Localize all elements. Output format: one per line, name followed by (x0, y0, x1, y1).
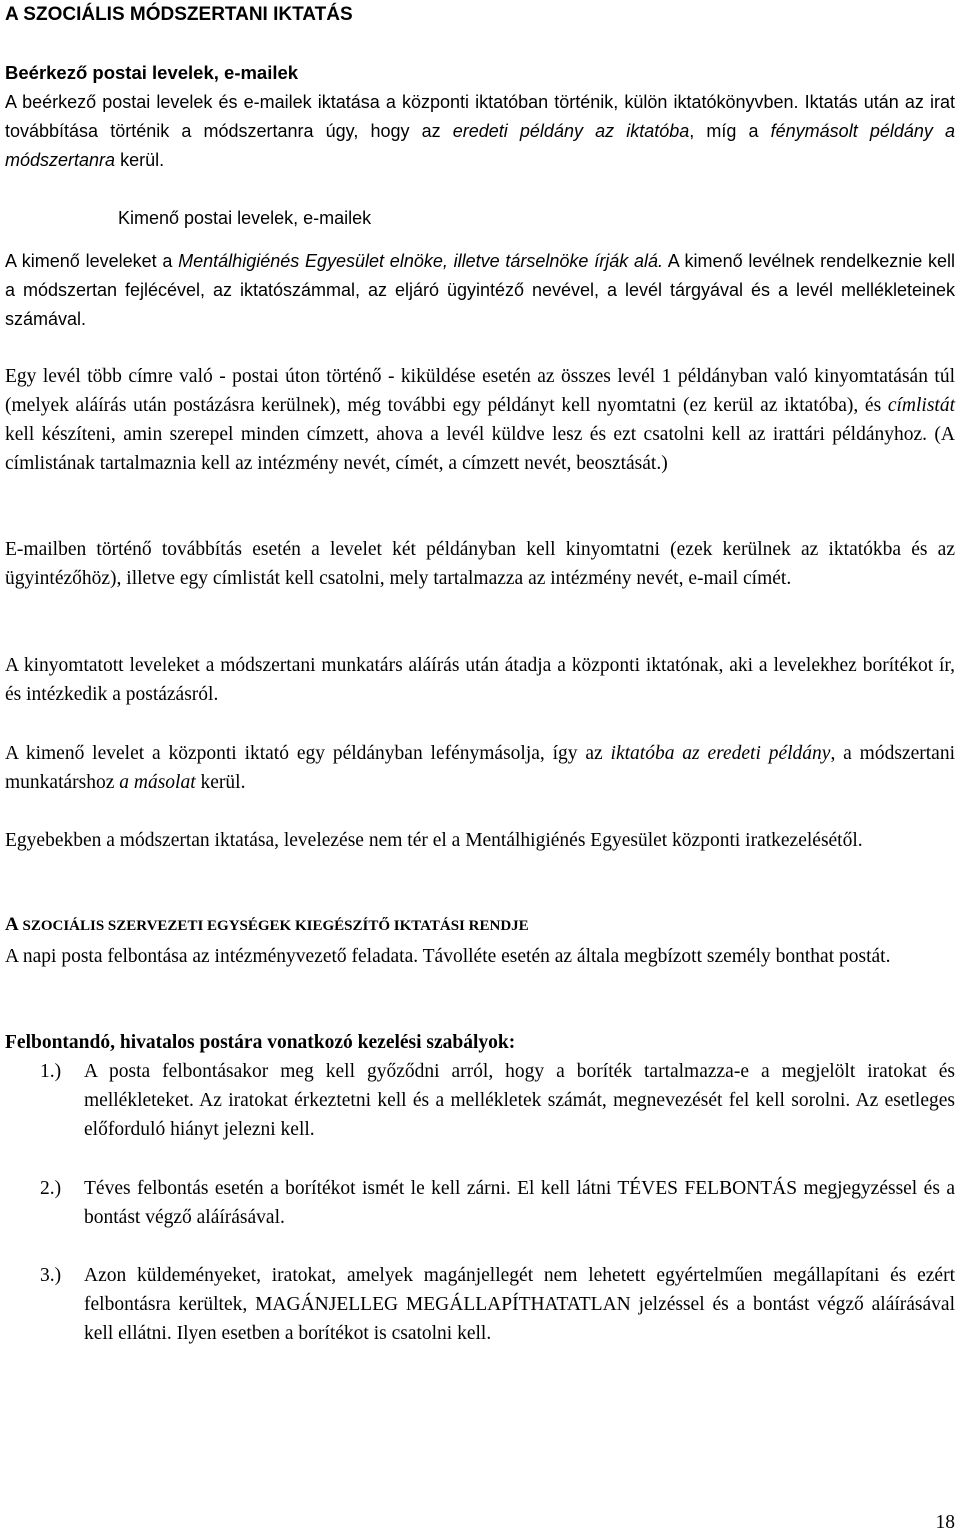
page-title: A SZOCIÁLIS MÓDSZERTANI IKTATÁS (5, 4, 353, 25)
incoming-paragraph (5, 88, 955, 175)
list-item-number: 1.) (40, 1061, 62, 1082)
outgoing-text-a: A kimenő leveleket a (5, 251, 179, 271)
p2-text-italic: címlistát (887, 395, 955, 416)
outgoing-heading: Kimenő postai levelek, e-mailek (118, 208, 372, 228)
paragraph-multiple-recipients (5, 362, 955, 478)
section-heading (5, 914, 529, 936)
section-intro-paragraph: A napi posta felbontása az intézményvezető feladata. Távolléte esetén az általa megbízott személy bonthat postát. (5, 946, 891, 967)
paragraph-otherwise: Egyebekben a módszertan iktatása, levelezése nem tér el a Mentálhigiénés Egyesület központi iratkezelésétől. (5, 830, 863, 851)
outgoing-paragraph (5, 247, 955, 334)
list-item-number: 2.) (40, 1178, 62, 1199)
list-item (40, 1174, 955, 1234)
p5-text-italic-1: iktatóba az eredeti példány (610, 743, 831, 764)
outgoing-text-italic: Mentálhigiénés Egyesület elnöke, illetve társelnöke írják alá. (178, 251, 664, 271)
incoming-text-b: , míg a (689, 121, 771, 141)
p5-text-b: , a módszertani munkatárshoz (5, 743, 955, 793)
p5-text-a: A kimenő levelet a központi iktató egy példányban lefénymásolja, így az (5, 743, 611, 764)
list-item-text: Azon küldeményeket, iratokat, amelyek magánjellegét nem lehetett egyértelműen megállapítani és ezért felbontásra kerültek, MAGÁNJELLEG MEGÁLLAPÍTHATATLAN jelzéssel és a bontást végző aláírásával kell ellátni. Ilyen esetben a borítékot is csatolni kell. (84, 1265, 955, 1344)
p5-text-italic-2: a másolat (119, 772, 196, 793)
page-number: 18 (935, 1512, 955, 1533)
incoming-heading: Beérkező postai levelek, e-mailek (5, 62, 299, 83)
rules-subheading: Felbontandó, hivatalos postára vonatkozó kezelési szabályok: (5, 1032, 516, 1053)
section-heading-rest: SZOCIÁLIS SZERVEZETI EGYSÉGEK KIEGÉSZÍTŐ IKTATÁSI RENDJE (18, 918, 529, 934)
incoming-text-a: A beérkező postai levelek és e-mailek iktatása a központi iktatóban történik, külön iktatókönyvben. Iktatás után az irat továbbítása történik a módszertanra úgy, hogy az (5, 92, 955, 141)
paragraph-email: E-mailben történő továbbítás esetén a levelet két példányban kell kinyomtatni (ezek kerülnek az iktatókba és az ügyintézőhöz), illetve egy címlistát kell csatolni, mely tartalmazza az intézmény nevét, e-mail címét. (5, 539, 955, 589)
incoming-text-c: kerül. (115, 150, 165, 170)
p2-text-a: Egy levél több címre való - postai úton történő - kiküldése esetén az összes levél 1 példányban való kinyomtatásán túl (melyek aláírás után postázásra kerülnek), még további egy példányt kell nyomtatni (ez kerül az iktatóba), és (5, 366, 955, 416)
outgoing-text-b: A kimenő levélnek rendelkeznie kell a módszertan fejlécével, az iktatószámmal, az eljáró ügyintéző nevével, a levél tárgyával és a levél mellékleteinek számával. (5, 251, 955, 329)
list-item-number: 3.) (40, 1265, 62, 1286)
list-item-text: A posta felbontásakor meg kell győződni arról, hogy a boríték tartalmazza-e a megjelölt iratokat és mellékleteket. Az iratokat érkeztetni kell és a mellékletek számát, megnevezését fel kell sorolni. Az esetleges előforduló hiányt jelezni kell. (84, 1061, 955, 1140)
list-item (40, 1057, 955, 1147)
incoming-text-italic-1: eredeti példány az iktatóba (452, 121, 690, 141)
incoming-text-italic-2: fénymásolt példány a módszertanra (5, 121, 956, 170)
paragraph-copy (5, 739, 955, 797)
p5-text-c: kerül. (195, 772, 246, 793)
list-item-text: Téves felbontás esetén a borítékot ismét le kell zárni. El kell látni TÉVES FELBONTÁS megjegyzéssel és a bontást végző aláírásával. (84, 1178, 955, 1228)
paragraph-printed-letters: A kinyomtatott leveleket a módszertani munkatárs aláírás után átadja a központi iktatónak, aki a levelekhez borítékot ír, és intézkedik a postázásról. (5, 655, 955, 705)
p2-text-b: kell készíteni, amin szerepel minden címzett, ahova a levél küldve lesz és ezt csatolni kell az irattári példányhoz. (A címlistának tartalmaznia kell az intézmény nevét, címét, a címzett nevét, beosztását.) (5, 424, 955, 474)
list-item (40, 1261, 955, 1381)
section-heading-cap: A (5, 914, 19, 935)
